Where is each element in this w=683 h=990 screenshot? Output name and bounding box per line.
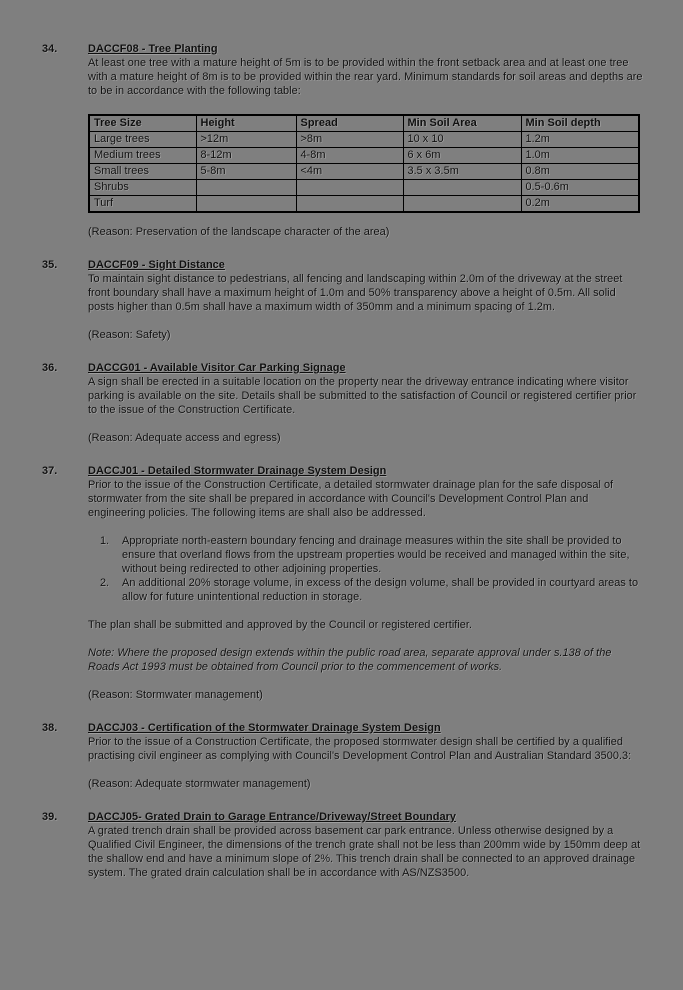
table-cell: 1.0m xyxy=(521,148,639,164)
table-header-cell: Spread xyxy=(296,115,403,132)
condition-number: 39. xyxy=(42,811,58,823)
table-cell xyxy=(403,196,521,213)
table-cell: 4-8m xyxy=(296,148,403,164)
reason-text: (Reason: Adequate stormwater management) xyxy=(88,778,311,790)
table-row xyxy=(89,164,639,180)
condition-number: 35. xyxy=(42,259,58,271)
table-cell: 10 x 10 xyxy=(403,132,521,148)
list-item xyxy=(100,576,645,604)
condition-body: Prior to the issue of a Construction Certificate, the proposed stormwater design shall be certified by a qualified practising civil engineer as complying with Council's Development Control Plan and Australian Standard 3500.3: xyxy=(88,736,632,762)
table-cell: 1.2m xyxy=(521,132,639,148)
tree-planting-table xyxy=(88,114,640,213)
condition-item-34 xyxy=(42,42,645,239)
condition-body: Prior to the issue of the Construction Certificate, a detailed stormwater drainage plan for the safe disposal of stormwater from the site shall be prepared in accordance with Council's Development Control Plan and engineering policies. The following items are shall also be addressed. xyxy=(88,479,614,519)
table-header-cell: Min Soil depth xyxy=(521,115,639,132)
condition-item-37 xyxy=(42,464,645,702)
table-header-cell: Height xyxy=(196,115,296,132)
list-item-text: Appropriate north-eastern boundary fencing and drainage measures within the site shall be provided to ensure that overland flows from the upstream properties would be received and managed within the site, without being redirected to other adjoining properties. xyxy=(122,535,630,575)
condition-item-39 xyxy=(42,810,645,880)
table-cell: 0.2m xyxy=(521,196,639,213)
condition-number: 38. xyxy=(42,722,58,734)
table-cell: >8m xyxy=(296,132,403,148)
condition-body: At least one tree with a mature height of 5m is to be provided within the front setback area and at least one tree with a mature height of 8m is to be provided within the rear yard. Minimum standards for soil areas and depths are to be in accordance with the following table: xyxy=(88,57,643,97)
reason-text: (Reason: Preservation of the landscape character of the area) xyxy=(88,226,390,238)
condition-item-36 xyxy=(42,361,645,445)
condition-content xyxy=(88,721,645,791)
list-item xyxy=(100,534,645,576)
table-cell: Turf xyxy=(89,196,196,213)
condition-title: DACCJ05- Grated Drain to Garage Entrance/Driveway/Street Boundary xyxy=(88,811,457,823)
table-cell xyxy=(403,180,521,196)
condition-item-35 xyxy=(42,258,645,342)
table-cell: Small trees xyxy=(89,164,196,180)
condition-body-continued: The plan shall be submitted and approved by the Council or registered certifier. xyxy=(88,619,472,631)
condition-body: To maintain sight distance to pedestrians, all fencing and landscaping within 2.0m of the driveway at the street front boundary shall have a maximum height of 1.0m and 50% transparency above a height of 0.5m. All solid posts higher than 0.5m shall have a maximum width of 350mm and a minimum spacing of 1.2m. xyxy=(88,273,623,313)
condition-content xyxy=(88,258,645,342)
condition-number: 34. xyxy=(42,43,58,55)
reason-text: (Reason: Safety) xyxy=(88,329,171,341)
condition-number: 37. xyxy=(42,465,58,477)
condition-title: DACCJ03 - Certification of the Stormwater Drainage System Design xyxy=(88,722,441,734)
numbered-sublist xyxy=(88,534,645,604)
condition-item-38 xyxy=(42,721,645,791)
table-cell: <4m xyxy=(296,164,403,180)
table-cell xyxy=(196,196,296,213)
table-row xyxy=(89,132,639,148)
table-cell: 3.5 x 3.5m xyxy=(403,164,521,180)
reason-text: (Reason: Adequate access and egress) xyxy=(88,432,281,444)
condition-title: DACCF09 - Sight Distance xyxy=(88,259,225,271)
table-cell: >12m xyxy=(196,132,296,148)
table-cell: Shrubs xyxy=(89,180,196,196)
note-text: Note: Where the proposed design extends within the public road area, separate approval under s.138 of the Roads Act 1993 must be obtained from Council prior to the commencement of works. xyxy=(88,647,612,673)
condition-content xyxy=(88,361,645,445)
condition-content xyxy=(88,810,645,880)
list-item-number: 1. xyxy=(100,535,110,547)
list-item-number: 2. xyxy=(100,577,110,589)
condition-title: DACCF08 - Tree Planting xyxy=(88,43,218,55)
condition-title: DACCG01 - Available Visitor Car Parking Signage xyxy=(88,362,346,374)
list-item-text: An additional 20% storage volume, in excess of the design volume, shall be provided in courtyard areas to allow for future unintentional reduction in storage. xyxy=(122,577,639,603)
table-cell: Medium trees xyxy=(89,148,196,164)
table-row xyxy=(89,196,639,213)
condition-content xyxy=(88,42,645,239)
table-row xyxy=(89,148,639,164)
reason-text: (Reason: Stormwater management) xyxy=(88,689,263,701)
table-cell: 8-12m xyxy=(196,148,296,164)
condition-body: A sign shall be erected in a suitable location on the property near the driveway entrance indicating where visitor parking is available on the site. Details shall be submitted to the satisfaction of Council or registered certifier prior to the issue of the Construction Certificate. xyxy=(88,376,637,416)
condition-content xyxy=(88,464,645,702)
table-header-cell: Min Soil Area xyxy=(403,115,521,132)
condition-body: A grated trench drain shall be provided across basement car park entrance. Unless otherwise designed by a Qualified Civil Engineer, the dimensions of the trench grate shall not be less than 200mm wide by 150mm deep at the shallow end and have a minimum slope of 2%. This trench drain shall be connected to an approved drainage system. The grated drain calculation shall be in accordance with AS/NZS3500. xyxy=(88,825,641,879)
table-header-row xyxy=(89,115,639,132)
condition-title: DACCJ01 - Detailed Stormwater Drainage System Design xyxy=(88,465,387,477)
table-cell xyxy=(196,180,296,196)
table-cell: Large trees xyxy=(89,132,196,148)
table-cell: 6 x 6m xyxy=(403,148,521,164)
table-cell: 0.5-0.6m xyxy=(521,180,639,196)
table-cell: 0.8m xyxy=(521,164,639,180)
table-cell: 5-8m xyxy=(196,164,296,180)
table-row xyxy=(89,180,639,196)
table-cell xyxy=(296,180,403,196)
condition-number: 36. xyxy=(42,362,58,374)
table-cell xyxy=(296,196,403,213)
table-header-cell: Tree Size xyxy=(89,115,196,132)
